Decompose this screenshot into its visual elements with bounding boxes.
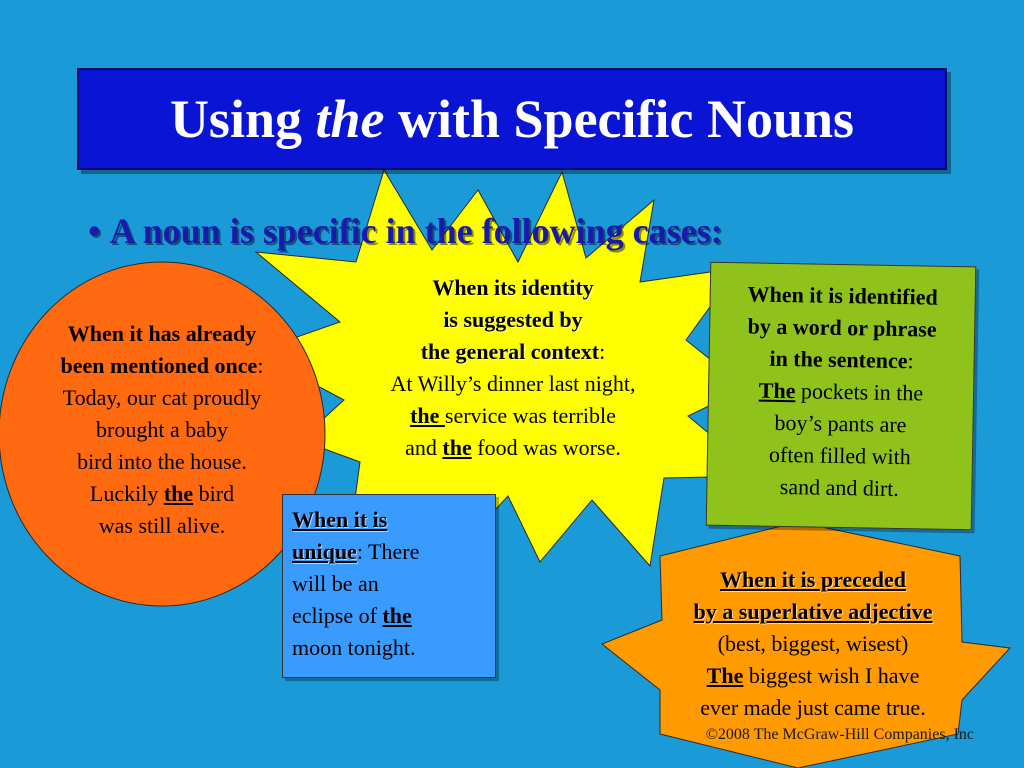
green-line-5: boy’s pants are (774, 409, 907, 438)
starburst-heading-3: the general context (420, 339, 600, 364)
circle-colon: : (257, 353, 264, 378)
green-colon: : (907, 348, 914, 374)
blue-heading-2: unique (292, 539, 357, 564)
green-the: The (758, 377, 796, 404)
bullet-dot: • (88, 211, 110, 251)
bullet-line (88, 210, 723, 252)
diamond-line-4-suffix: biggest wish I have (743, 663, 920, 688)
title-part2: with Specific Nouns (384, 89, 855, 149)
bullet-text: A noun is specific in the following cases: (109, 211, 723, 251)
starburst-line-6-suffix: food was worse. (471, 435, 621, 460)
starburst-text (340, 272, 686, 464)
title-italic: the (315, 89, 385, 149)
circle-line-3: Today, our cat proudly (62, 385, 262, 410)
green-line-4-suffix: pockets in the (795, 378, 924, 406)
title-part1: Using (169, 89, 316, 149)
copyright-text: ©2008 The McGraw-Hill Companies, Inc (705, 726, 974, 743)
blue-line-4-prefix: eclipse of (292, 603, 383, 628)
diamond-heading-2: by a superlative adjective (693, 599, 933, 624)
blue-line-3: will be an (292, 571, 379, 596)
starburst-heading-1: When its identity (432, 275, 594, 300)
circle-line-6-suffix: bird (193, 481, 235, 506)
green-heading-1: When it is identified (747, 281, 938, 310)
starburst-line-5-suffix: service was terrible (444, 403, 616, 428)
circle-heading-1: When it has already (67, 321, 257, 346)
diamond-line-3: (best, biggest, wisest) (717, 631, 909, 656)
green-line-7: sand and dirt. (779, 473, 900, 502)
circle-line-4: brought a baby (96, 417, 228, 442)
blue-heading-1: When it is (292, 507, 388, 532)
diamond-text (636, 564, 990, 724)
blue-line-5: moon tonight. (292, 635, 416, 660)
diamond-the: The (706, 663, 744, 688)
starburst-line-6-prefix: and (405, 435, 443, 460)
starburst-the-2: the (442, 435, 472, 460)
diamond-line-5: ever made just came true. (700, 695, 926, 720)
circle-line-7: was still alive. (98, 513, 226, 538)
starburst-line-4: At Willy’s dinner last night, (390, 371, 636, 396)
blue-the: the (382, 603, 412, 628)
title-box (77, 68, 947, 170)
blue-line-2-suffix: : There (356, 539, 420, 564)
circle-heading-2: been mentioned once (60, 353, 258, 378)
circle-the: the (163, 481, 194, 506)
slide-title (170, 88, 854, 150)
starburst-the-1: the (410, 403, 445, 428)
green-heading-3: in the sentence (769, 345, 908, 374)
blue-box-text (292, 504, 492, 664)
diamond-heading-1: When it is preceded (720, 567, 906, 592)
starburst-heading-2: is suggested by (443, 307, 583, 332)
green-line-6: often filled with (768, 441, 911, 470)
green-box-text (706, 278, 976, 507)
starburst-colon: : (599, 339, 606, 364)
circle-text (4, 318, 320, 542)
circle-line-5: bird into the house. (77, 449, 247, 474)
circle-line-6-prefix: Luckily (89, 481, 164, 506)
green-heading-2: by a word or phrase (747, 313, 937, 342)
